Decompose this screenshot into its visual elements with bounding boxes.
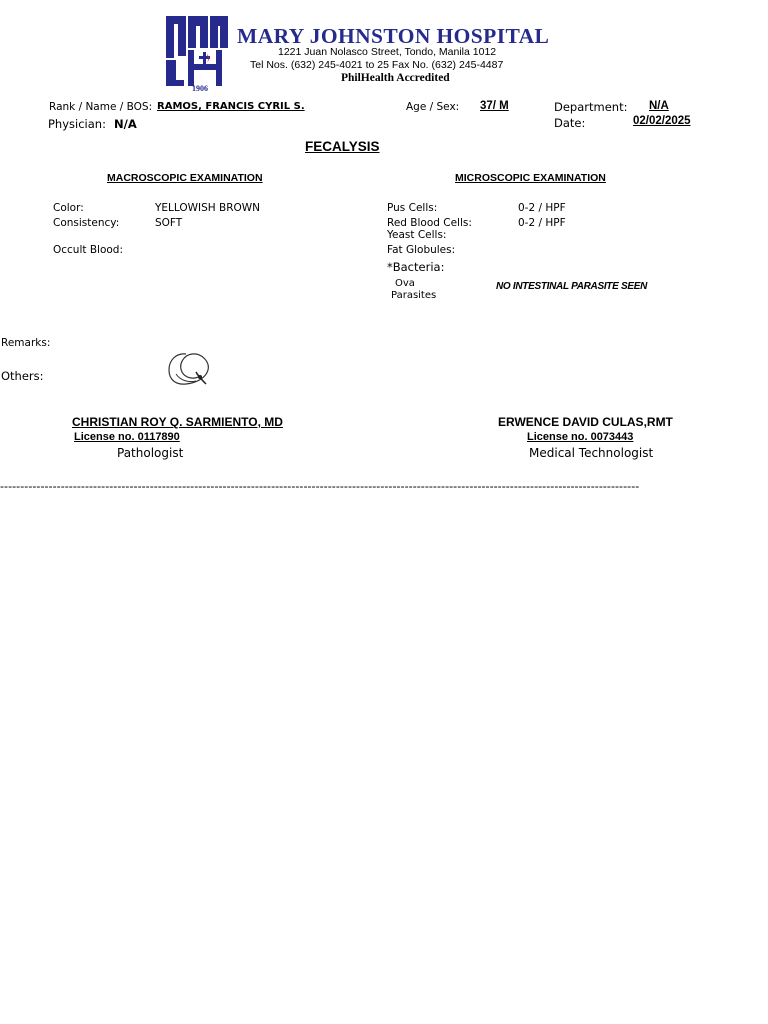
cut-line-separator: -------------------------------------------------------------------------------------------------------------------------------------------------------------- [0,479,640,493]
medtech-name: ERWENCE DAVID CULAS,RMT [498,415,673,429]
date-value: 02/02/2025 [633,115,691,127]
color-label: Color: [53,202,84,214]
others-label: Others: [1,369,44,383]
physician-label: Physician: [48,117,106,131]
signature-image [166,350,212,388]
name-label: Rank / Name / BOS: [49,101,153,113]
remarks-label: Remarks: [1,337,51,349]
patient-name: RAMOS, FRANCIS CYRIL S. [157,101,305,112]
patient-age-sex: 37/ M [480,100,509,112]
pus-cells-value: 0-2 / HPF [518,202,566,214]
medtech-title: Medical Technologist [529,446,654,460]
parasites-label: Parasites [391,290,437,301]
physician-value: N/A [114,117,137,131]
pathologist-title: Pathologist [117,446,184,460]
rbc-value: 0-2 / HPF [518,217,566,229]
logo-year: 1906 [192,84,208,92]
hospital-address: 1221 Juan Nolasco Street, Tondo, Manila 1012 [278,46,497,58]
consistency-label: Consistency: [53,217,120,229]
pathologist-license: License no. 0117890 [74,431,180,443]
hospital-logo [162,14,234,92]
department-value: N/A [649,100,669,112]
pathologist-name: CHRISTIAN ROY Q. SARMIENTO, MD [72,415,283,429]
date-label: Date: [554,116,586,130]
philhealth-accreditation: PhilHealth Accredited [341,72,450,84]
consistency-value: SOFT [155,217,183,229]
parasite-result: NO INTESTINAL PARASITE SEEN [496,281,647,292]
microscopic-heading: MICROSCOPIC EXAMINATION [455,172,606,184]
ova-label: Ova [395,278,415,289]
yeast-cells-label: Yeast Cells: [387,229,447,241]
occult-blood-label: Occult Blood: [53,244,124,256]
bacteria-label: *Bacteria: [387,260,445,274]
hospital-contact: Tel Nos. (632) 245-4021 to 25 Fax No. (632) 245-4487 [250,59,504,71]
hospital-name: MARY JOHNSTON HOSPITAL [237,24,550,48]
fat-globules-label: Fat Globules: [387,244,456,256]
rbc-label: Red Blood Cells: [387,217,472,229]
medtech-license: License no. 0073443 [527,431,634,443]
pus-cells-label: Pus Cells: [387,202,438,214]
color-value: YELLOWISH BROWN [155,202,261,214]
macroscopic-heading: MACROSCOPIC EXAMINATION [107,172,263,184]
age-sex-label: Age / Sex: [406,101,460,113]
department-label: Department: [554,100,628,114]
report-title: FECALYSIS [305,139,380,154]
